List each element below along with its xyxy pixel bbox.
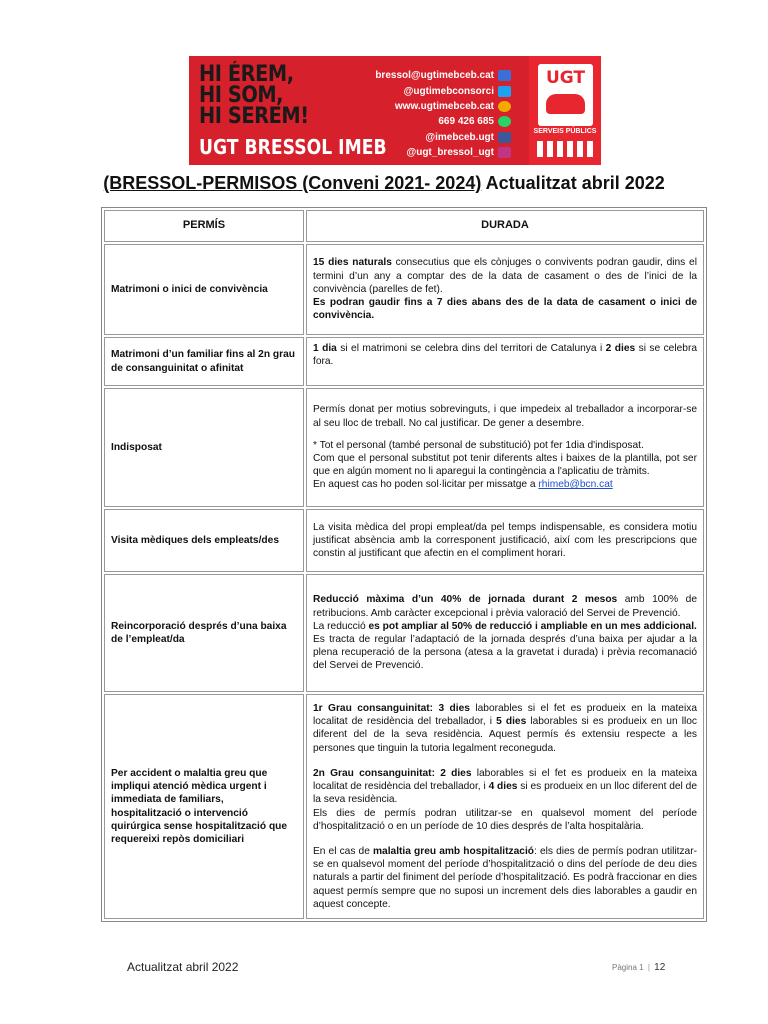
table-row [104,244,704,335]
twitter-icon [498,86,511,97]
ugt-logo-panel [529,56,601,165]
permis-cell: Per accident o malaltia greu que impliqui atenció mèdica urgent i immediata de familiars, hospitalització o intervenció quirúrgica sense hospitalització que requereixi repòs domiciliari [104,694,304,919]
page-number [612,962,665,973]
bold-text: 5 dies [496,716,527,728]
bold-text: es pot ampliar al 50% de reducció i ampliable en un mes addicional. [368,620,697,632]
slogan [199,64,309,127]
facebook-icon [498,132,511,143]
durada-cell [306,574,704,692]
bold-text: 1r Grau consanguinitat: 3 dies [313,703,470,715]
contact-list [361,68,511,160]
page-total: 12 [654,962,666,973]
durada-cell [306,509,704,572]
stripes-decoration [537,141,593,157]
email-icon [498,70,511,81]
ugt-logo [538,64,593,126]
text: amb 100% de retribucions. Amb caràcter excepcional i prèvia valoració del Servei de Prevenció. [313,594,697,619]
handshake-icon [546,94,585,114]
contact-text: www.ugtimebceb.cat [394,100,494,112]
paragraph [313,342,697,368]
text: si el matrimoni se celebra dins del territori de Catalunya i [336,343,606,354]
durada-cell [306,244,704,335]
paragraph [313,767,697,807]
permis-cell: Matrimoni o inici de convivència [104,244,304,335]
text: La reducció [313,620,369,632]
permis-cell: Reincorporació després d’una baixa de l’empleat/da [104,574,304,692]
paragraph [313,620,697,633]
contact-text: @ugt_bressol_ugt [406,147,494,159]
table-row [104,694,704,919]
text: : els dies de permís podran utilitzar-se en qualsevol moment del període d’hospitalització o dins del període de deu dies naturals a partir del finiment del període d’hospitalització. Es podrà fraccionar en dies aquest permís sempre que no suposi un increment dels dies laborables a gaudir en aquest concepte. [313,845,698,910]
bold-text: Es podran gaudir fins a 7 dies abans des de la data de casament o inici de convivència. [313,297,697,322]
whatsapp-icon [498,116,511,127]
page-title [0,173,768,194]
bold-text: malaltia greu amb hospitalització [372,845,535,857]
contact-facebook[interactable] [361,130,511,145]
permis-cell: Indisposat [104,388,304,507]
paragraph: Permís donat per motius sobrevinguts, i que impedeix al treballador a incorporar-se al seu lloc de treball. No cal justificar. De gener a desembre. [313,404,697,429]
contact-text: bressol@ugtimebceb.cat [375,70,494,82]
header-durada: DURADA [306,210,704,242]
text: laborables si el fet es produeix en la mateixa localitat de residència del treballador, i [313,703,697,728]
durada-cell [306,337,704,386]
contact-web[interactable] [361,99,511,114]
brand-name: UGT BRESSOL IMEB [199,135,387,159]
permissions-table [101,207,707,922]
header-banner [189,56,529,165]
header-permis: PERMÍS [104,210,304,242]
paragraph [313,845,697,911]
bold-text: Reducció màxima d’un 40% de jornada durant 2 mesos [313,594,618,606]
table-row [104,509,704,572]
bold-text: 1 dia [313,343,337,354]
paragraph [313,593,697,619]
instagram-icon [498,147,511,158]
separator: | [647,963,650,972]
contact-text: 669 426 685 [438,116,494,128]
paragraph: Com que el personal substitut pot tenir diferents altes i baixes de la plantilla, pot ser que en algún moment no li aparegui la contingència a l'aplicatiu de tràmits. [313,453,697,478]
bold-text: 4 dies [488,781,518,793]
page-label: Pàgina 1 [612,963,644,972]
paragraph [313,256,697,296]
text: En el cas de [313,845,373,857]
web-icon [498,101,511,112]
slogan-line: HI SEREM! [199,104,309,129]
table-row [104,388,704,507]
table-row [104,574,704,692]
text: laborables si es produeix en un lloc diferent del de la seva residència. Aquest permís és extensiu respecte a les persones que tinguin la tutoria legalment reconeguda. [313,716,697,754]
contact-instagram[interactable] [361,145,511,160]
contact-text: @imebceb.ugt [425,131,494,143]
durada-cell [306,694,704,919]
slogan-line: HI SOM, [199,83,284,108]
ugt-subtitle: SERVEIS PÚBLICS [533,128,597,135]
text: si se celebra fora. [313,343,698,368]
paragraph: La visita mèdica del propi empleat/da pel temps indispensable, es considera motiu justificat absència amb la corresponent justificació, així com les prescripcions que constin al justificant que afectin en el compliment horari. [313,521,697,560]
permis-cell: Visita mèdiques dels empleats/des [104,509,304,572]
email-link[interactable]: rhimeb@bcn.cat [538,479,613,491]
contact-email[interactable] [361,68,511,83]
ugt-logo-text: UGT [545,68,586,88]
text: si es produeix en un lloc diferent del de la seva residència. [313,781,697,806]
contact-whatsapp[interactable] [361,114,511,129]
paragraph [313,702,697,755]
contact-text: @ugtimebconsorci [403,85,494,97]
bold-text: 15 dies naturals [313,257,392,269]
paragraph: Es tracta de regular l’adaptació de la jornada després d’una baixa per ajudar a la plena recuperació de la persona (atesa a la gravetat i durada) i prèvia recomanació del Servei de Prevenció. [313,634,697,672]
paragraph: * Tot el personal (també personal de substitució) pot fer 1dia d'indisposat. [313,439,644,451]
text: laborables si el fet es produeix en la mateixa localitat de residència del treballador, i [313,767,697,793]
footer-updated: Actualitzat abril 2022 [127,960,239,974]
contact-twitter[interactable] [361,83,511,98]
text: consecutius que els cònjuges o convivents podran gaudir, dins el termini d’un any a comptar des de la data de casament o des de l’inici de la convivència (parelles de fet). [313,257,697,295]
permis-cell: Matrimoni d’un familiar fins al 2n grau de consanguinitat o afinitat [104,337,304,386]
table-row [104,337,704,386]
bold-text: 2 dies [605,343,636,354]
title-rest: Actualitzat abril 2022 [481,173,665,193]
paragraph [313,296,697,322]
paragraph: Els dies de permís podran utilitzar-se en qualsevol moment del període d’hospitalització o en un període de 10 dies després de l’alta hospitalària. [313,807,697,832]
durada-cell [306,388,704,507]
table-header-row [104,210,704,242]
bold-text: 2n Grau consanguinitat: 2 dies [313,767,472,779]
text: En aquest cas ho poden sol·licitar per missatge a [313,479,539,491]
slogan-line: HI ÉREM, [199,62,294,87]
paragraph [313,478,697,491]
title-underlined: (BRESSOL-PERMISOS (Conveni 2021- 2024) [103,173,482,193]
